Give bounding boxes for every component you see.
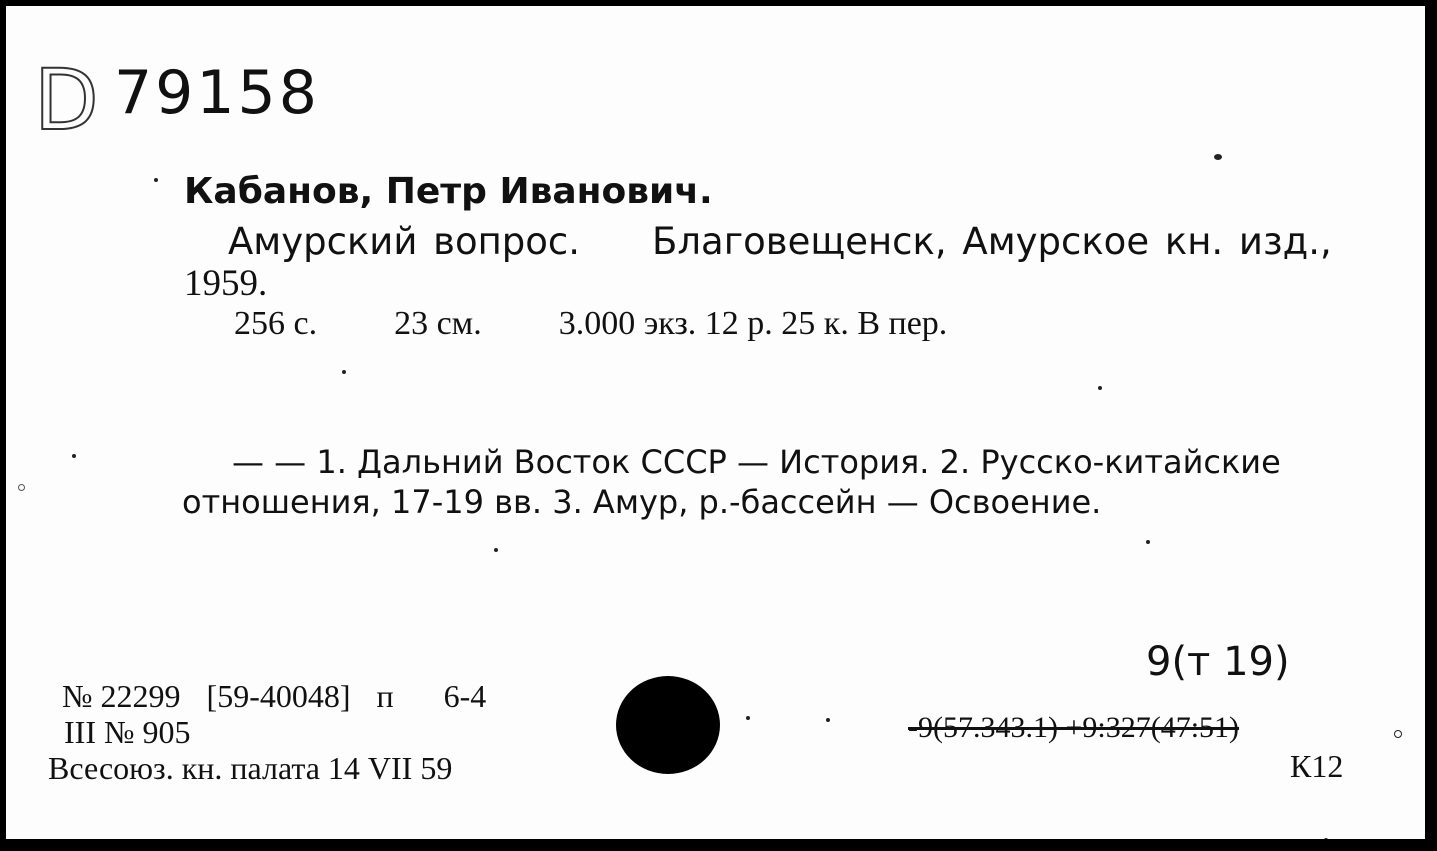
registry-line-1 xyxy=(62,676,486,716)
size: 23 см. xyxy=(394,305,482,342)
title-line xyxy=(228,220,1332,264)
speck xyxy=(1098,386,1102,390)
speck xyxy=(1146,540,1150,544)
registry-line-2: III № 905 xyxy=(64,714,191,750)
registry-code: 6-4 xyxy=(443,678,487,714)
physical-description xyxy=(234,304,947,344)
punch-hole xyxy=(616,676,720,774)
catalog-card xyxy=(6,6,1425,839)
publication-info: Благовещенск, Амурское кн. изд., xyxy=(652,220,1332,263)
speck xyxy=(72,454,76,458)
subjects-line-1: — — 1. Дальний Восток СССР — История. 2. Русско-китайские xyxy=(232,443,1281,481)
card-code: К12 xyxy=(1290,748,1344,784)
speck xyxy=(494,548,498,552)
registry-letter: п xyxy=(376,678,394,714)
classification-code: -9(57.343.1) +9:327(47:51) xyxy=(908,711,1240,744)
speck xyxy=(1394,730,1402,738)
stamp-letter: D xyxy=(34,51,99,149)
speck xyxy=(1214,154,1222,160)
handwritten-classification: 9(т 19) xyxy=(1146,639,1290,685)
speck xyxy=(18,484,25,491)
author-name: Кабанов, Петр Иванович. xyxy=(184,171,713,212)
speck xyxy=(154,178,158,182)
pages: 256 с. xyxy=(234,305,318,342)
scan-border-right xyxy=(1425,0,1437,851)
speck xyxy=(826,718,830,722)
registry-bracket-code: [59-40048] xyxy=(206,678,351,714)
registry-number: № 22299 xyxy=(62,678,181,714)
speck xyxy=(342,370,346,374)
publication-year: 1959. xyxy=(184,263,268,304)
print-run: 3.000 экз. 12 р. 25 к. В пер. xyxy=(558,305,948,342)
scan-border-bottom xyxy=(0,839,1437,851)
speck xyxy=(746,716,750,720)
registry-line-3: Всесоюз. кн. палата 14 VII 59 xyxy=(48,750,453,786)
book-title: Амурский вопрос. xyxy=(228,220,581,263)
subjects-line-2: отношения, 17-19 вв. 3. Амур, р.-бассейн — Освоение. xyxy=(182,483,1102,521)
card-number: 79158 xyxy=(114,58,320,128)
